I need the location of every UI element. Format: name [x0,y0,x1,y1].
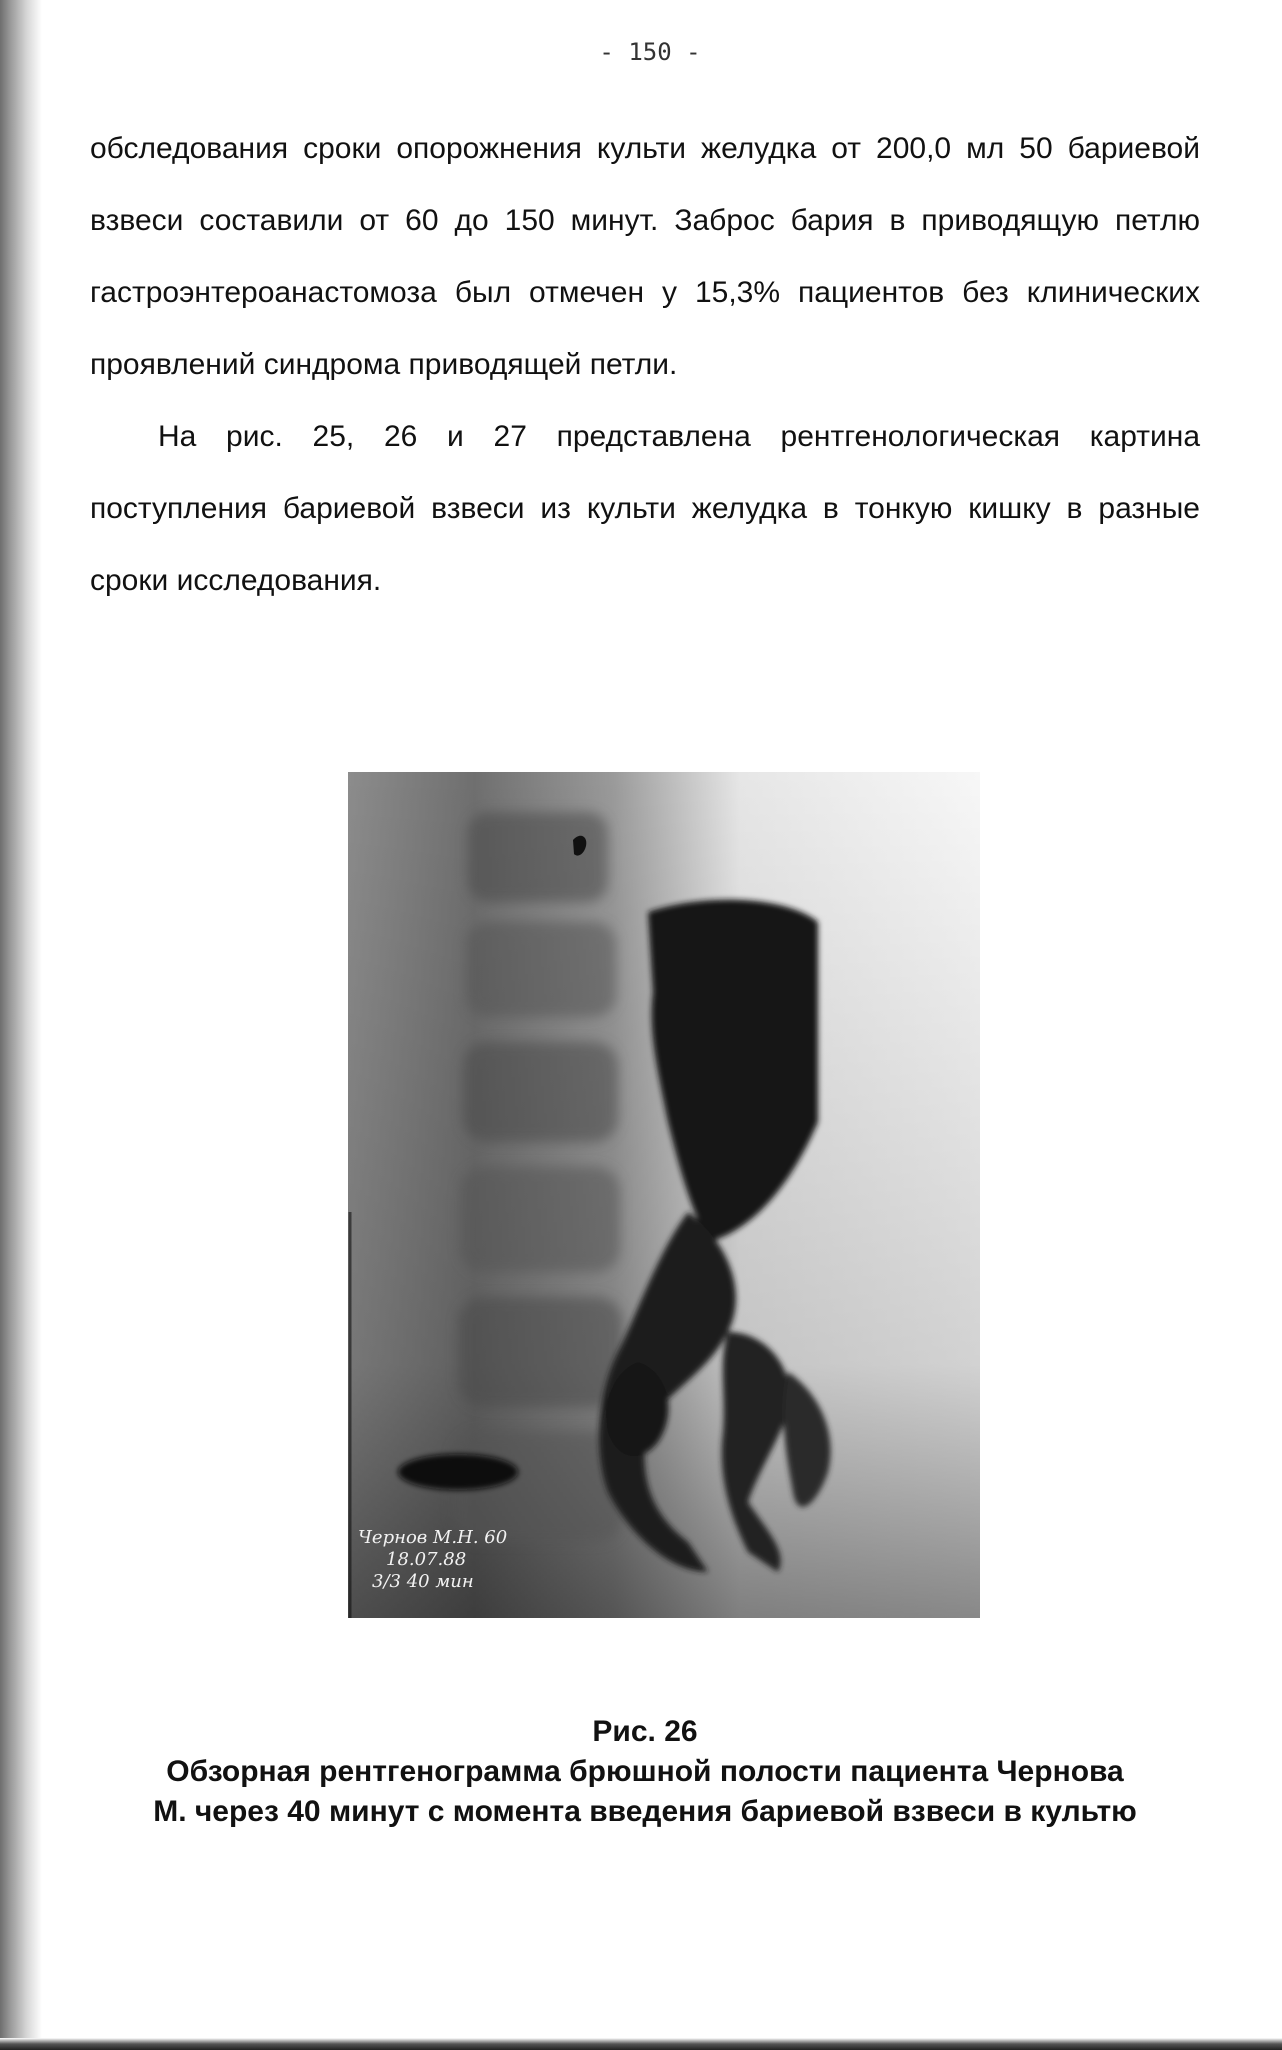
xray-handwriting-3: 3/3 40 мин [372,1571,474,1592]
xray-handwriting-2: 18.07.88 [386,1549,467,1570]
caption-line-1: Обзорная рентгенограмма брюшной полости пациента Чернова [166,1755,1124,1788]
caption-line-2: М. через 40 минут с момента введения бариевой взвеси в культю [153,1795,1137,1828]
page-number: - 150 - [599,38,701,66]
figure-caption [60,1712,1230,1832]
figure-label: Рис. 26 [592,1715,698,1748]
paragraph: обследования сроки опорожнения культи желудка от 200,0 мл 50 бариевой взвеси составили от 60 до 150 минут. Заброс бария в приводящую петлю гастроэнтероанастомоза был отмечен у 15,3% пациентов без клинических проявлений синдрома приводящей петли. [90,132,1200,381]
xray-handwriting-1: Чернов М.Н. 60 [358,1527,508,1548]
body-text [90,113,1200,617]
paragraph: На рис. 25, 26 и 27 представлена рентгенологическая картина поступления бариевой взвеси из культи желудка в тонкую кишку в разные сроки исследования. [90,420,1200,597]
scan-shadow-left [0,0,42,2050]
xray-image [348,772,980,1618]
xray-illustration [348,772,980,1618]
scan-shadow-bottom [0,2038,1282,2050]
